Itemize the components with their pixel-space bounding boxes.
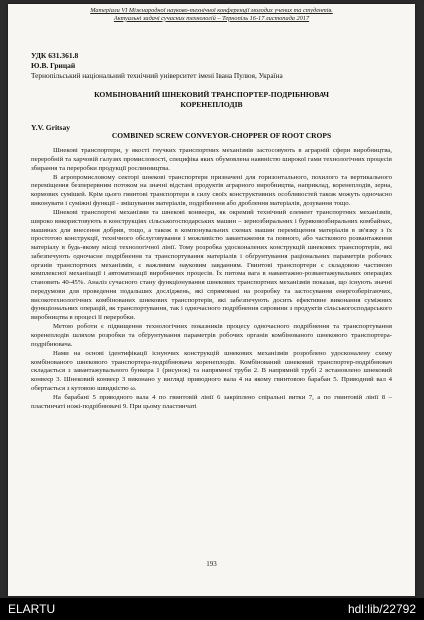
title-ua-line-1: КОМБІНОВАНИЙ ШНЕКОВИЙ ТРАНСПОРТЕР-ПОДРІБНЮВАЧ <box>94 90 329 99</box>
affiliation: Тернопільський національний технічний університет імені Івана Пулюя, Україна <box>31 71 283 80</box>
page-number: 193 <box>206 560 217 568</box>
paragraph: Метою роботи є підвищення технологічних показників процесу одночасного подрібнення та транспортування коренеплодів шляхом розробки та обґрунтування параметрів робочих органів комбінованого шнекового транспортера-подрібнювача. <box>31 323 392 348</box>
udk-code: УДК 631.361.8 <box>31 51 79 60</box>
paragraph: Шнекові транспортери, у якості гнучких транспортних механізмів застосовують в аграрній сфери виробництва, переробній та харчовій галузях промисловості, специфіка яких обумовлена наявністю широкої гами технологічних процесів збирання та переробки продукції рослинництва. <box>31 147 392 172</box>
author-en: Y.V. Gritsay <box>31 123 70 132</box>
paragraph: В агропромисловому секторі шнекові транспортери призначені для горизонтального, похилого та вертикального переміщення безперервним потоком на значні відстані продуктів аграрного виробництва, наприклад, коренеплодів, зерна, кормових сумішей. Крім цього гвинтові транспортери в силу своїх конструктивних особливостей також можуть одночасно виконувати і суміжні функції - змішування матеріалів, подрібнення або дроблення матеріалів, дозування тощо. <box>31 173 392 207</box>
author-ua: Ю.В. Грицай <box>31 61 76 70</box>
document-page <box>8 4 415 596</box>
handle-identifier[interactable]: hdl:lib/22792 <box>347 602 416 616</box>
paragraph: Шнекові транспортні механізми та шнекові конвеєри, як окремий технічний елемент транспортних механізмів, широко використовують в конструкціях сільськогосподарських машин – зернозбиральних і буряковозбиральних комбайнах, машинах для внесення добрив, тощо, а також в компонувальних схемах машин переміщення матеріалів в зв'язку з їх простотою конструкції, технічного обслуговування і можливістю завантаження та повного, або часткового розвантаження матеріалу в будь-якому місці технологічної лінії. Тому розробка удосконалених конструкцій шнекових транспортерів, які забезпечують одночасне подрібнення та транспортування матеріалів і обґрунтування раціональних параметрів робочих органів транспортних механізмів, є важливим науковим завданням. Гвинтові транспортери є складовою частиною комплексної механізації і автоматизації виробничих процесів. Їх питома вага в навантажно-розвантажувальних операціях становить 40-45%. Аналіз сучасного стану функціонування шнекових транспортних механізмів показав, що існують значні передумови для проведення подальших досліджень, які спрямовані на розробку та застосування енергозберігаючих, високотехнологічних комбінованих шнекових транспортерів, які забезпечують досить ефективне виконання суміжних функціональних операцій, як транспортування, так і одночасного подрібнення сировини з продуктів сільськогосподарського виробництва в процесі її переробки. <box>31 209 392 322</box>
repository-footer <box>0 598 424 620</box>
conference-header <box>28 7 395 22</box>
paragraph: Нами на основі ідентифікації існуючих конструкцій шнекових механізмів розроблено удосконалену схему комбінованого шнекового транспортера-подрібнювача коренеплодів. Комбінований шнековий транспортер-подрібнювач складається з завантажувального бункера 1 (рисунок) та напрямної труби 2. В напрямній трубі 2 встановлено шнековий конвеєр 3. Шнековий конвеєр 3 виконано у вигляді приводного вала 4 на якому гвинтовою барабан 5. Приводний вал 4 обертається з кутовою швидкістю ω. <box>31 349 392 392</box>
header-line-1: Матеріали VI Міжнародної науково-технічної конференції молодих учених та студентів. <box>90 7 333 14</box>
paper-title-ua <box>48 90 375 110</box>
paper-title-en: COMBINED SCREW CONVEYOR-CHOPPER OF ROOT CROPS <box>111 131 332 140</box>
repository-name: ELARTU <box>8 602 56 616</box>
title-ua-line-2: КОРЕНЕПЛОДІВ <box>180 100 243 109</box>
header-line-2: Актуальні задачі сучасних технологій – Тернопіль 16-17 листопада 2017 <box>113 14 310 22</box>
paragraph: На барабані 5 приводного вала 4 по гвинтовій лінії 6 закріплено спіральні витки 7, а по гвинтовій лінії 8 – пластинчаті ножі-подрібнювачі 9. При цьому пластинчаті <box>31 393 392 410</box>
body-text <box>31 147 392 412</box>
